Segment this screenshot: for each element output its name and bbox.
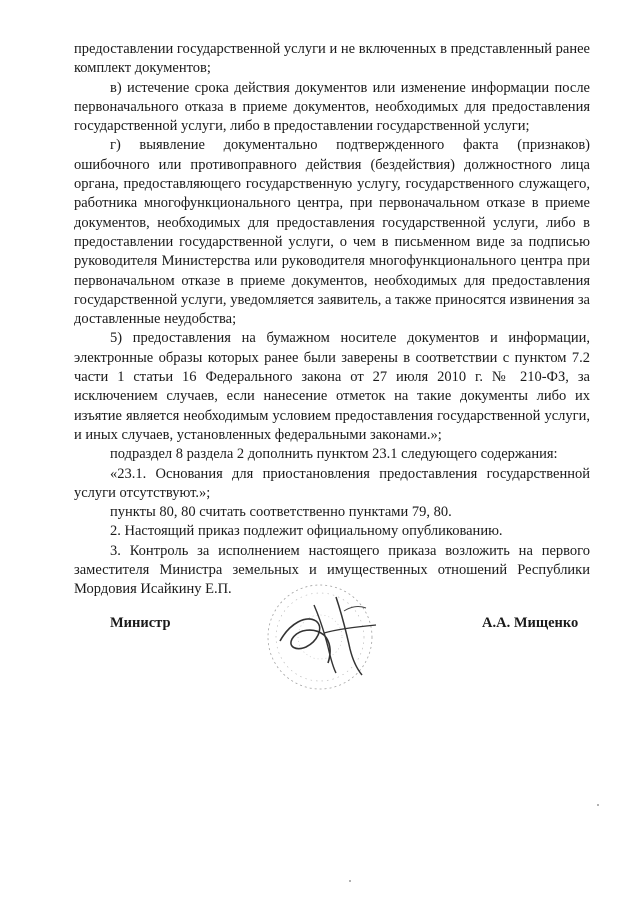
paragraph-clause-2: 2. Настоящий приказ подлежит официальному опубликованию. bbox=[110, 523, 503, 540]
paragraph-continuation: предоставлении государственной услуги и не включенных в представленный ранее комплект документов; bbox=[74, 41, 590, 77]
scan-speck bbox=[349, 880, 351, 882]
paragraph-point-23-1: «23.1. Основания для приостановления предоставления государственной услуги отсутствуют.»; bbox=[74, 465, 590, 501]
paragraph-subsection-8: подраздел 8 раздела 2 дополнить пунктом 23.1 следующего содержания: bbox=[110, 446, 558, 463]
signatory-name: А.А. Мищенко bbox=[482, 615, 579, 631]
paragraph-points-renumber: пункты 80, 80 считать соответственно пунктами 79, 80. bbox=[110, 504, 452, 521]
paragraph-item-g: г) выявление документально подтвержденного факта (признаков) ошибочного или противоправного действия (бездействия) должностного лица органа, предоставляющего государственную услугу, государственного служащего, работника многофункционального центра, при первоначальном отказе в приеме документов, необходимых для предоставления государственной услуги, либо в предоставлении государственной услуги, о чем в письменном виде за подписью руководителя Министерства или руководителя многофункционального центра при первоначальном отказе в приеме документов, необходимых для предоставления государственной услуги, уведомляется заявитель, а также приносятся извинения за доставленные неудобства; bbox=[74, 137, 590, 328]
signature-seal-icon bbox=[258, 575, 388, 695]
scan-speck bbox=[597, 804, 599, 806]
paragraph-clause-3: 3. Контроль за исполнением настоящего приказа возложить на первого заместителя Министра земельных и имущественных отношений Республики Мордовия Исайкину Е.П. bbox=[74, 542, 590, 598]
signatory-title: Министр bbox=[110, 615, 171, 631]
document-body bbox=[74, 40, 590, 600]
paragraph-item-v: в) истечение срока действия документов или изменение информации после первоначального отказа в приеме документов, необходимых для предоставления государственной услуги, либо в предоставлении государственной услуги; bbox=[74, 79, 590, 135]
paragraph-item-5: 5) предоставления на бумажном носителе документов и информации, электронные образы которых ранее были заверены в соответствии с пунктом 7.2 части 1 статьи 16 Федерального закона от 27 июля 2010 г. № 210-ФЗ, за исключением случаев, если нанесение отметок на такие документы либо их изъятие является необходимым условием предоставления государственной услуги, и иных случаев, установленных федеральными законами.»; bbox=[74, 330, 590, 443]
